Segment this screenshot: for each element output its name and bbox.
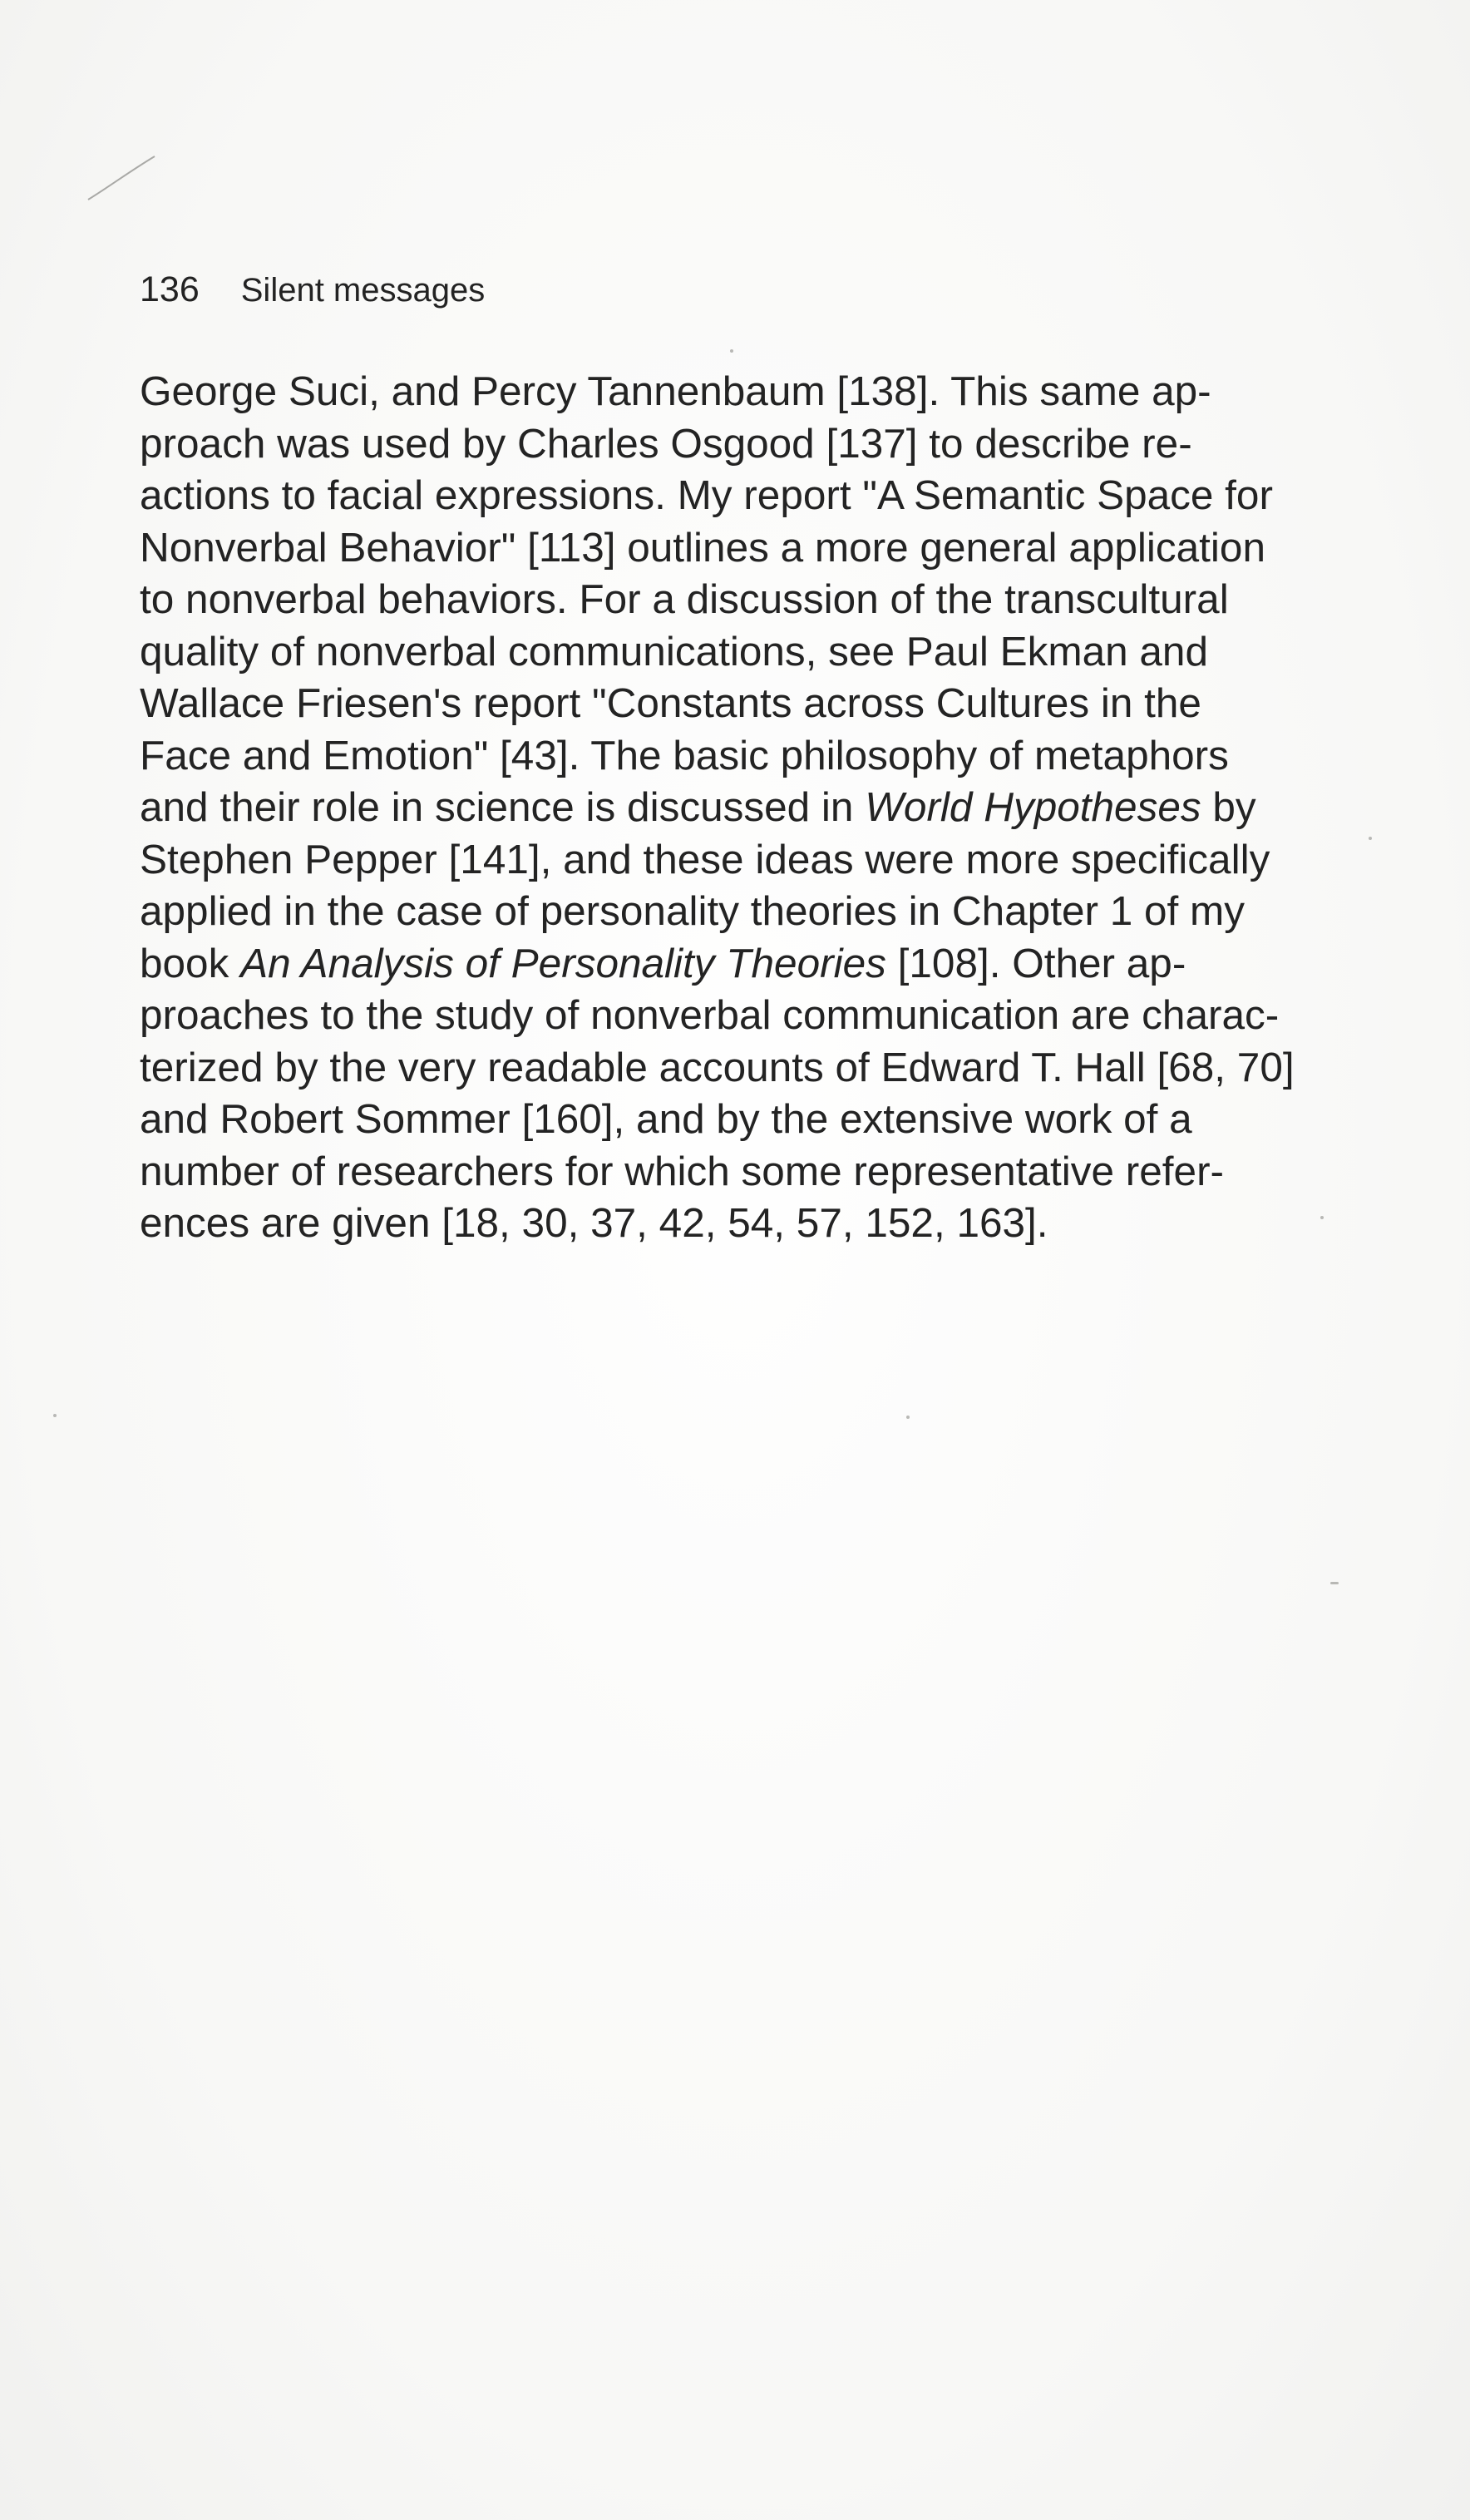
text-line: number of researchers for which some representative refer-: [140, 1148, 1225, 1194]
paper-speck: [53, 1414, 57, 1417]
text-line: terized by the very readable accounts of Edward T. Hall [68, 70]: [140, 1044, 1295, 1090]
text-line: applied in the case of personality theories in Chapter 1 of my: [140, 888, 1246, 934]
text-line: Stephen Pepper [141], and these ideas were more specifically: [140, 836, 1270, 882]
text-segment: by: [1201, 784, 1256, 830]
paper-speck: [1320, 1216, 1324, 1219]
running-head: [140, 269, 485, 319]
text-line: quality of nonverbal communications, see Paul Ekman and: [140, 628, 1208, 674]
text-segment: and their role in science is discussed in: [140, 784, 866, 830]
text-line: proach was used by Charles Osgood [137] to describe re-: [140, 420, 1192, 467]
text-line: actions to facial expressions. My report "A Semantic Space for: [140, 472, 1273, 518]
text-line: George Suci, and Percy Tannenbaum [138]. This same ap-: [140, 368, 1211, 414]
text-line: [140, 938, 1374, 991]
text-line: and Robert Sommer [160], and by the extensive work of a: [140, 1096, 1192, 1142]
text-segment: book: [140, 940, 241, 986]
book-title-world-hypotheses: World Hypotheses: [865, 784, 1201, 830]
pencil-mark: [86, 155, 156, 201]
paper-speck: [1330, 1582, 1339, 1584]
running-title: Silent messages: [240, 272, 486, 309]
paper-speck: [906, 1416, 910, 1419]
text-line: ences are given [18, 30, 37, 42, 54, 57, 152, 163].: [140, 1200, 1048, 1246]
text-line: Nonverbal Behavior" [113] outlines a more general application: [140, 524, 1265, 571]
text-line: Wallace Friesen's report "Constants across Cultures in the: [140, 680, 1201, 726]
text-segment: [108]. Other ap-: [885, 940, 1186, 986]
text-line: [140, 782, 1374, 834]
paper-speck: [1369, 837, 1372, 840]
body-paragraph: [140, 366, 1374, 1250]
page-number: 136: [140, 269, 200, 309]
text-line: Face and Emotion" [43]. The basic philosophy of metaphors: [140, 732, 1229, 778]
book-title-analysis-of-personality-theories: An Analysis of Personality Theories: [240, 940, 886, 986]
text-line: proaches to the study of nonverbal communication are charac-: [140, 992, 1280, 1038]
paper-speck: [730, 349, 733, 353]
text-line: to nonverbal behaviors. For a discussion of the transcultural: [140, 576, 1229, 622]
